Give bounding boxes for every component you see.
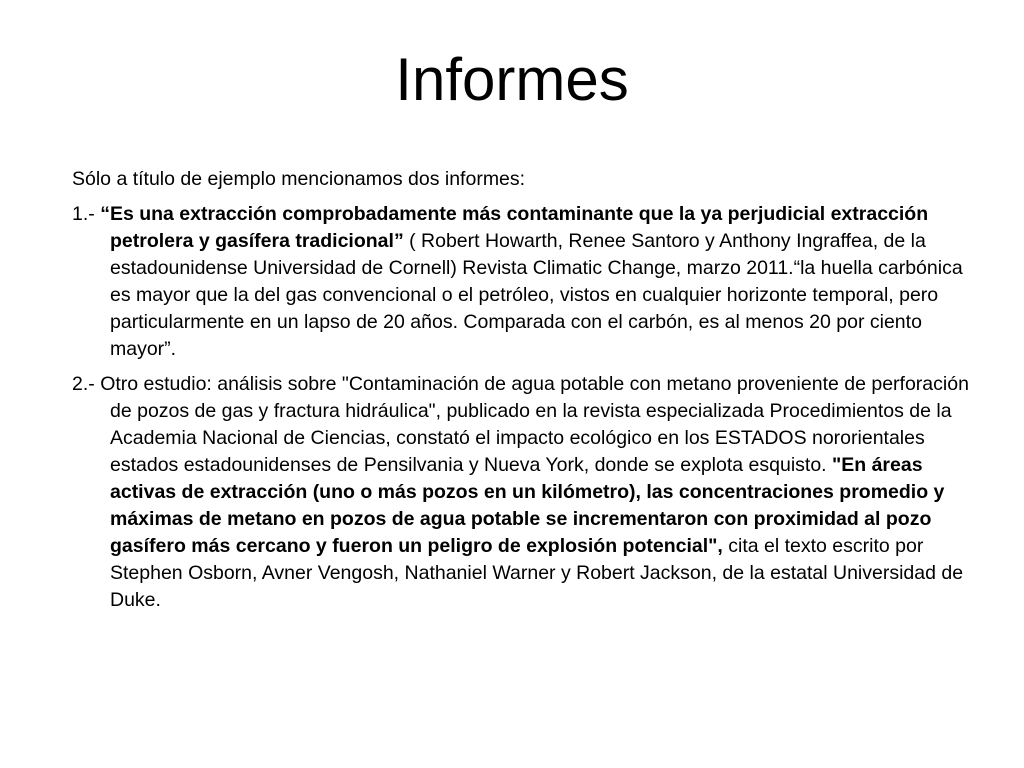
item-2-number: 2.- <box>72 373 101 395</box>
slide-title: Informes <box>395 46 629 113</box>
intro-text: Sólo a título de ejemplo mencionamos dos informes: <box>72 168 526 190</box>
item-2-tail: cita el texto escrito por Stephen Osborn, Avner Vengosh, Nathaniel Warner y Robert Jackson, de la estatal Universidad de Duke. <box>110 535 964 611</box>
slide-body <box>72 166 972 622</box>
report-item-1 <box>72 201 972 363</box>
item-2-text: Otro estudio: análisis sobre "Contaminación de agua potable con metano proveniente de perforación de pozos de gas y fractura hidráulica", publicado en la revista especializada Procedimientos de la Academia Nacional de Ciencias, constató el impacto ecológico en los ESTADOS nororientales estados estadounidenses de Pensilvania y Nueva York, donde se explota esquisto. <box>100 373 969 476</box>
report-item-2 <box>72 371 972 614</box>
item-1-quote: “Es una extracción comprobadamente más contaminante que la ya perjudicial extracción petrolera y gasífera tradicional” <box>100 203 929 252</box>
item-1-text: ( Robert Howarth, Renee Santoro y Anthony Ingraffea, de la estadounidense Universidad de Cornell) Revista Climatic Change, marzo 2011.“la huella carbónica es mayor que la del gas convencional o el petróleo, vistos en cualquier horizonte temporal, pero particularmente en un lapso de 20 años. Comparada con el carbón, es al menos 20 por ciento mayor”. <box>110 230 963 360</box>
item-2-quote: "En áreas activas de extracción (uno o más pozos en un kilómetro), las concentraciones promedio y máximas de metano en pozos de agua potable se incrementaron con proximidad al pozo gasífero más cercano y fueron un peligro de explosión potencial", <box>110 454 945 557</box>
item-1-number: 1.- <box>72 203 101 225</box>
